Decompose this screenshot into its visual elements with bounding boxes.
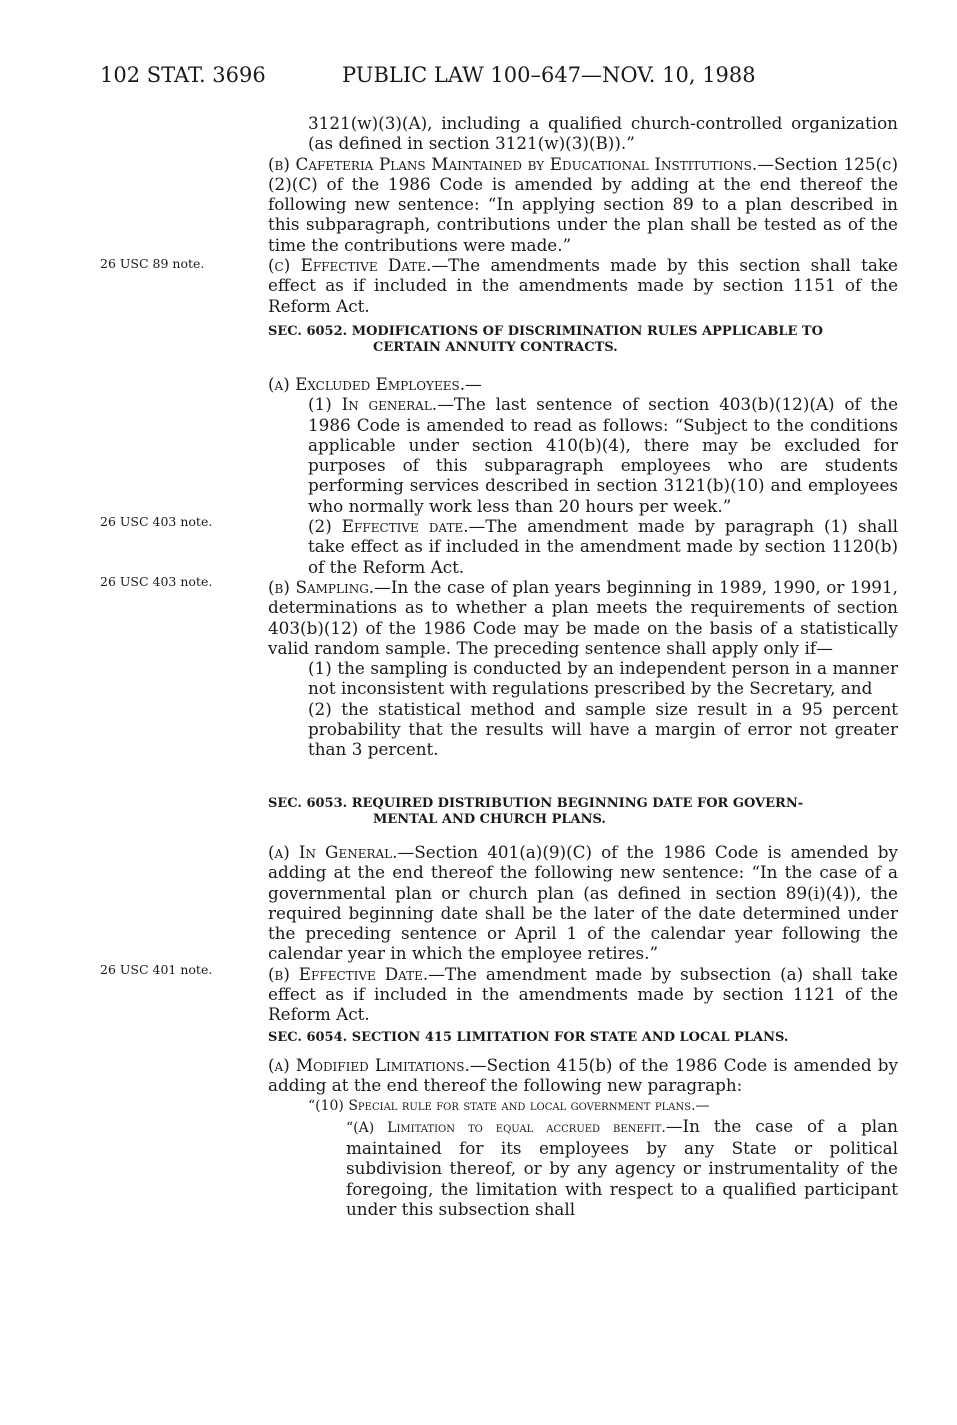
subsection-heading: (b) Sampling. bbox=[268, 576, 375, 597]
paragraph bbox=[268, 964, 898, 1025]
subsection-heading: (b) Effective Date. bbox=[268, 963, 429, 984]
section-heading bbox=[268, 324, 898, 356]
paragraph bbox=[268, 394, 898, 516]
dash: — bbox=[465, 374, 482, 394]
section-6053-body bbox=[268, 842, 898, 1025]
paragraph bbox=[268, 255, 898, 316]
paragraph bbox=[268, 577, 898, 658]
subsection-heading: (c) Effective Date. bbox=[268, 255, 432, 276]
paragraph-text: —The amendment made by paragraph (1) shall take effect as if included in the amendment made by section 1120(b) of the Reform Act. bbox=[308, 516, 898, 577]
subsection-heading: (a) In General. bbox=[268, 842, 398, 862]
margin-note: 26 USC 401 note. bbox=[100, 962, 213, 977]
paragraph bbox=[268, 1055, 898, 1096]
paragraph-text: —Section 415(b) of the 1986 Code is amended by adding at the end thereof the following new paragraph: bbox=[268, 1055, 898, 1096]
subparagraph-heading: “(A) Limitation to equal accrued benefit. bbox=[346, 1119, 666, 1136]
paragraph: (2) the statistical method and sample size result in a 95 percent probability that the results will have a margin of error not greater than 3 percent. bbox=[308, 698, 898, 760]
section-heading-line: MENTAL AND CHURCH PLANS. bbox=[373, 812, 606, 827]
paragraph-heading: (1) In general. bbox=[308, 394, 438, 415]
paragraph: 3121(w)(3)(A), including a qualified church-controlled organization (as defined in section 3121(w)(3)(B)).” bbox=[308, 113, 898, 154]
paragraph bbox=[268, 516, 898, 577]
margin-note: 26 USC 89 note. bbox=[100, 256, 205, 271]
margin-note: 26 USC 403 note. bbox=[100, 514, 213, 529]
margin-note: 26 USC 403 note. bbox=[100, 574, 213, 589]
paragraph bbox=[268, 1116, 898, 1219]
paragraph bbox=[268, 374, 898, 394]
paragraph-text: —In the case of a plan maintained for its employees by any State or political subdivision thereof, or by any agency or instrumentality of the foregoing, the limitation with respect to a qualified participant under this subsection shall bbox=[346, 1115, 898, 1220]
section-heading bbox=[268, 796, 898, 828]
section-6052-body bbox=[268, 374, 898, 760]
page-header-title: PUBLIC LAW 100–647—NOV. 10, 1988 bbox=[342, 63, 756, 87]
section-heading: SEC. 6054. SECTION 415 LIMITATION FOR STATE AND LOCAL PLANS. bbox=[268, 1030, 789, 1045]
paragraph: (1) the sampling is conducted by an independent person in a manner not inconsistent with regulations prescribed by the Secretary, and bbox=[308, 658, 898, 699]
paragraph-text: —Section 401(a)(9)(C) of the 1986 Code is amended by adding at the end thereof the following new sentence: “In the case of a governmental plan or church plan (as defined in section 89(i)(4)), the required beginning date shall be the later of the date determined under the preceding sentence or April 1 of the calendar year following the calendar year in which the employee retires.” bbox=[268, 842, 898, 964]
subsection-heading: (a) Modified Limitations. bbox=[268, 1055, 470, 1075]
section-heading-line: SEC. 6052. MODIFICATIONS OF DISCRIMINATION RULES APPLICABLE TO bbox=[268, 324, 823, 339]
paragraph-heading: “(10) Special rule for state and local government plans.— bbox=[308, 1097, 710, 1114]
section-heading-line: CERTAIN ANNUITY CONTRACTS. bbox=[373, 340, 618, 355]
subsection-heading: (a) Excluded Employees. bbox=[268, 374, 466, 394]
stat-reference: 102 STAT. 3696 bbox=[100, 63, 266, 87]
paragraph-text: —The amendment made by subsection (a) shall take effect as if included in the amendments made by section 1121 of the Reform Act. bbox=[268, 963, 898, 1025]
paragraph-text: —In the case of plan years beginning in 1989, 1990, or 1991, determinations as to whether a plan meets the requirements of section 403(b)(12) of the 1986 Code may be made on the basis of a statistically valid random sample. The preceding sentence shall apply only if— bbox=[268, 576, 898, 658]
paragraph bbox=[268, 154, 898, 255]
paragraph-text: —The last sentence of section 403(b)(12)(A) of the 1986 Code is amended to read as follows: “Subject to the conditions applicable under section 410(b)(4), there may be excluded for purposes of this subparagraph employees who are students performing services described in section 3121(b)(10) and employees who normally work less than 20 hours per week.” bbox=[308, 394, 899, 516]
paragraph-heading: (2) Effective date. bbox=[308, 516, 469, 537]
section-6054-body bbox=[268, 1055, 898, 1219]
paragraph-text: —The amendments made by this section shall take effect as if included in the amendments made by section 1151 of the Reform Act. bbox=[268, 255, 898, 316]
section-continuation bbox=[268, 113, 898, 316]
paragraph-text: —Section 125(c)(2)(C) of the 1986 Code is amended by adding at the end thereof the following new sentence: “In applying section 89 to a plan described in this subparagraph, contributions under the plan shall be tested as of the time the contributions were made.” bbox=[268, 153, 898, 255]
section-heading-line: SEC. 6053. REQUIRED DISTRIBUTION BEGINNING DATE FOR GOVERN- bbox=[268, 796, 804, 811]
subsection-heading: (b) Cafeteria Plans Maintained by Educational Institutions. bbox=[268, 153, 758, 174]
paragraph bbox=[268, 842, 898, 964]
